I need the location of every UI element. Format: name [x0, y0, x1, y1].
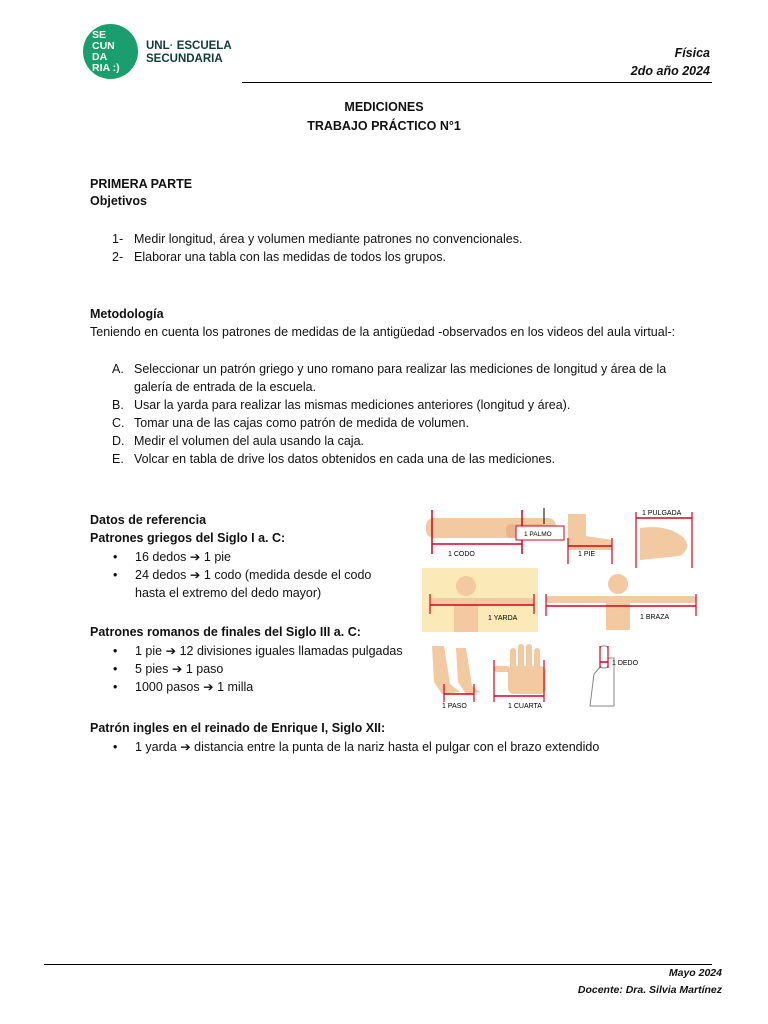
- arrow-right-icon: ➔: [189, 550, 201, 564]
- doc-title: MEDICIONES: [344, 100, 424, 114]
- english-heading: Patrón ingles en el reinado de Enrique I, Siglo XII:: [90, 721, 386, 735]
- yarda-label: 1 YARDA: [488, 615, 518, 622]
- list-item: 1- Medir longitud, área y volumen mediante patrones no convencionales.: [112, 232, 523, 246]
- paso-illustration: [432, 646, 480, 710]
- brand-unl: UNL: [146, 40, 170, 52]
- cuarta-label: 1 CUARTA: [508, 703, 542, 710]
- footer-date: Mayo 2024: [668, 967, 722, 979]
- pie-illustration: [568, 514, 612, 564]
- arrow-right-icon: ➔: [189, 568, 201, 582]
- arrow-right-icon: ➔: [171, 662, 183, 676]
- braza-label: 1 BRAZA: [640, 614, 670, 621]
- school-year: 2do año 2024: [630, 64, 710, 78]
- arrow-right-icon: ➔: [203, 680, 214, 694]
- list-item: • 1 yarda ➔ distancia entre la punta de la nariz hasta el pulgar con el brazo extendido: [113, 740, 600, 754]
- cuarta-illustration: [494, 644, 546, 710]
- doc-subtitle: TRABAJO PRÁCTICO N°1: [307, 119, 461, 133]
- codo-label: 1 CODO: [448, 551, 475, 558]
- list-item: B. Usar la yarda para realizar las mismas mediciones anteriores (longitud y área).: [112, 398, 571, 412]
- list-item: A. Seleccionar un patrón griego y uno romano para realizar las mediciones de longitud y área de la galería de entrada de la escuela.: [112, 362, 667, 394]
- greek-heading: Patrones griegos del Siglo I a. C:: [90, 531, 286, 545]
- reference-heading: Datos de referencia: [90, 513, 207, 527]
- logo-line: SE: [92, 28, 107, 41]
- codo-palmo-illustration: [426, 508, 564, 558]
- brand-escuela: ESCUELA: [176, 40, 232, 52]
- logo-badge: [83, 24, 138, 79]
- methodology-intro: Teniendo en cuenta los patrones de medidas de la antigüedad -observados en los videos del aula virtual-:: [90, 325, 676, 339]
- logo-line: RIA :): [92, 61, 120, 74]
- arrow-right-icon: ➔: [165, 644, 177, 658]
- pie-label: 1 PIE: [578, 551, 596, 558]
- roman-heading: Patrones romanos de finales del Siglo III a. C:: [90, 625, 361, 639]
- greek-list: [113, 548, 413, 602]
- objectives-heading: Objetivos: [90, 194, 147, 208]
- pulgada-label: 1 PULGADA: [642, 510, 682, 517]
- english-list: [113, 738, 713, 756]
- methodology-list: [112, 360, 682, 468]
- roman-list: [113, 642, 423, 696]
- dedo-illustration: [590, 646, 639, 706]
- footer-divider: [44, 964, 712, 965]
- list-item: • 16 dedos ➔ 1 pie: [113, 550, 231, 564]
- logo-line: DA: [92, 50, 108, 63]
- measurement-figures: [422, 506, 698, 712]
- list-item: • 5 pies ➔ 1 paso: [113, 662, 224, 676]
- header-divider: [242, 82, 712, 83]
- yarda-illustration: [422, 568, 538, 632]
- dedo-label: 1 DEDO: [612, 660, 639, 667]
- arrow-right-icon: ➔: [180, 740, 191, 754]
- list-item: • 1000 pasos ➔ 1 milla: [113, 680, 254, 694]
- list-item: • 1 pie ➔ 12 divisiones iguales llamadas pulgadas: [113, 644, 403, 658]
- objectives-list: [112, 230, 682, 266]
- braza-illustration: [546, 574, 696, 630]
- list-item: E. Volcar en tabla de drive los datos obtenidos en cada una de las mediciones.: [112, 452, 556, 466]
- list-item: • 24 dedos ➔ 1 codo (medida desde el codo hasta el extremo del dedo mayor): [113, 568, 372, 600]
- paso-label: 1 PASO: [442, 703, 467, 710]
- logo-line: CUN: [92, 39, 115, 52]
- list-item: D. Medir el volumen del aula usando la caja.: [112, 434, 364, 448]
- school-brand: UNL· ESCUELA SECUNDARIA: [146, 40, 232, 65]
- part-heading: PRIMERA PARTE: [90, 177, 193, 191]
- list-item: 2- Elaborar una tabla con las medidas de todos los grupos.: [112, 250, 446, 264]
- footer-teacher: Docente: Dra. Silvia Martínez: [577, 984, 722, 996]
- palmo-label: 1 PALMO: [524, 531, 552, 538]
- pulgada-illustration: [636, 510, 692, 568]
- brand-secundaria: SECUNDARIA: [146, 53, 223, 65]
- subject: Física: [674, 46, 710, 60]
- list-item: C. Tomar una de las cajas como patrón de medida de volumen.: [112, 416, 469, 430]
- methodology-heading: Metodología: [90, 307, 164, 321]
